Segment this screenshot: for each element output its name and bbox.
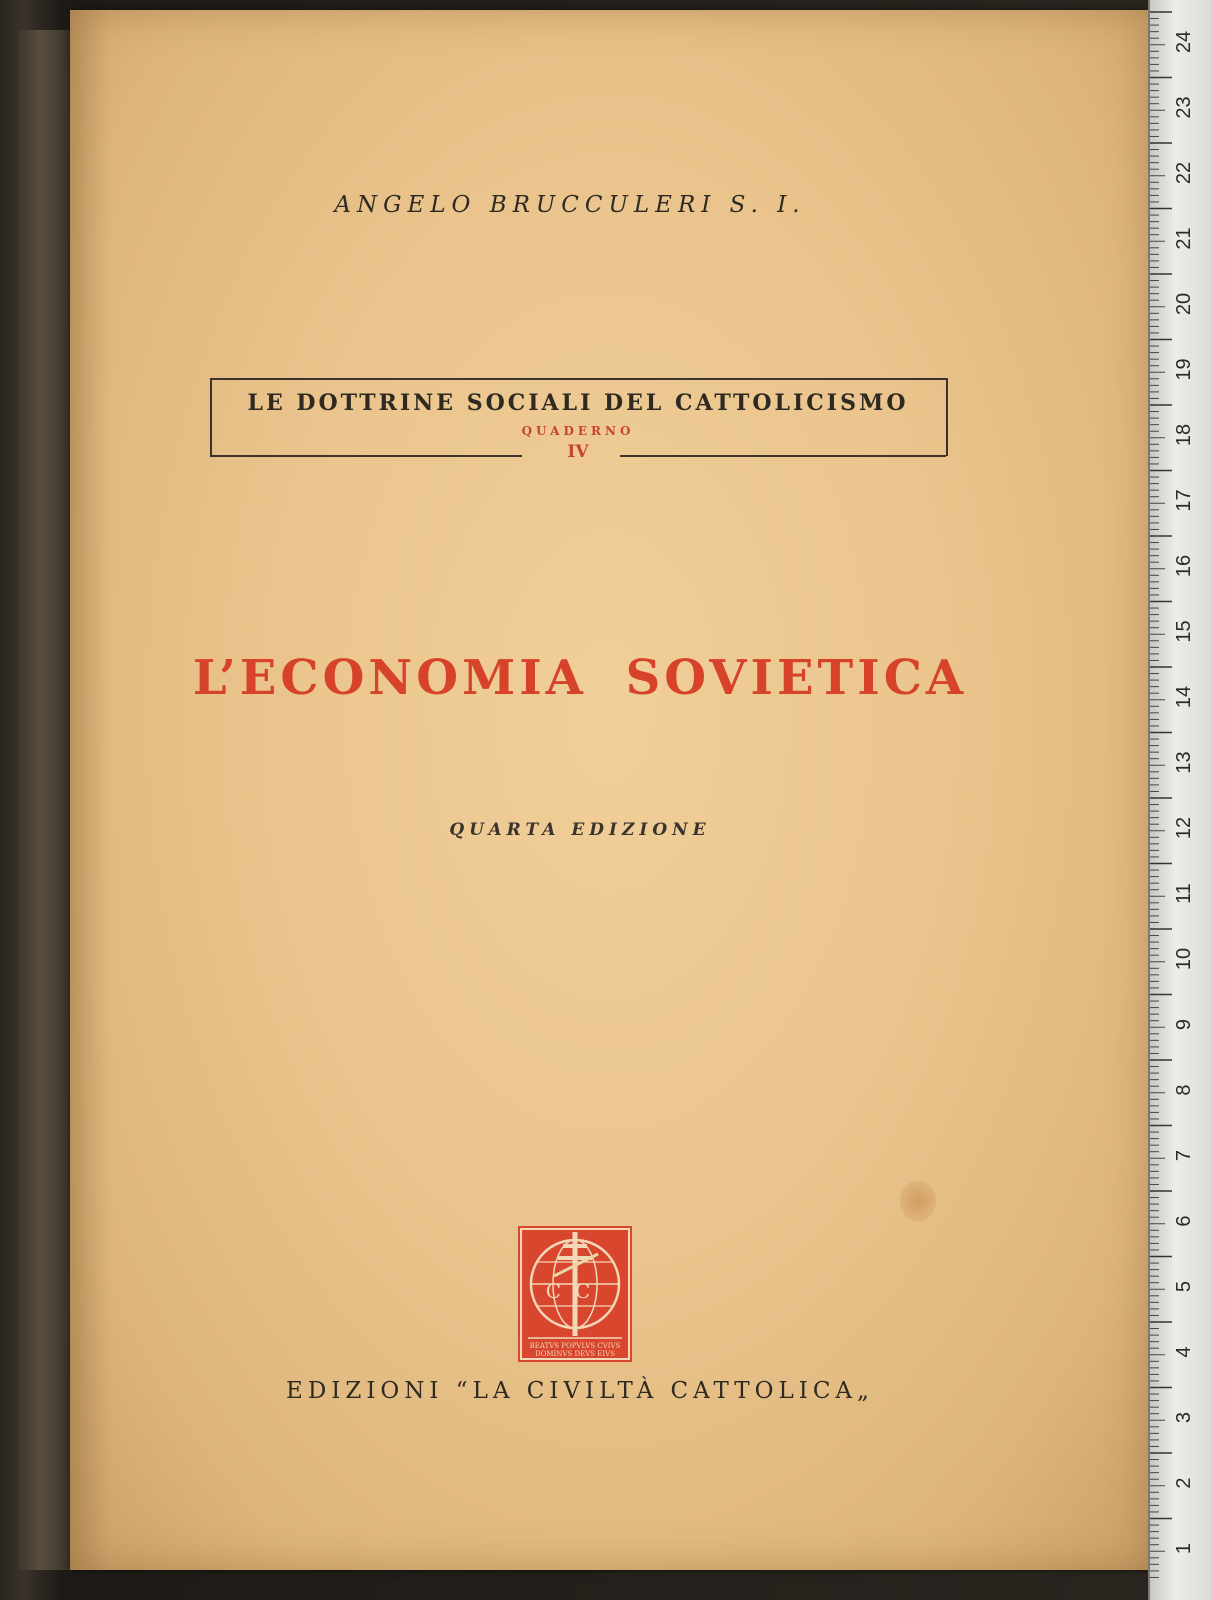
ruler-label: 13 (1173, 751, 1195, 774)
series-number: IV (567, 442, 589, 462)
edition-label: QUARTA EDIZIONE (449, 820, 711, 840)
ruler-label: 8 (1173, 1084, 1195, 1096)
ruler-label: 22 (1173, 161, 1195, 185)
series-title: LE DOTTRINE SOCIALI DEL CATTOLICISMO (247, 390, 909, 416)
ruler-label: 15 (1173, 620, 1195, 643)
logo-letters: CC (545, 1279, 605, 1303)
ruler-label: 20 (1173, 292, 1195, 316)
globe-cross-emblem-icon (518, 1226, 632, 1362)
ruler-label: 17 (1173, 489, 1195, 512)
logo-motto-line-2: DOMINVS DEVS EIVS (534, 1350, 616, 1358)
ruler-label: 11 (1173, 883, 1195, 904)
ruler-label: 10 (1173, 947, 1195, 971)
ruler-label: 5 (1173, 1280, 1195, 1293)
book-title: L’ECONOMIA SOVIETICA (192, 650, 968, 706)
ruler-label: 3 (1173, 1411, 1195, 1424)
ruler-label: 2 (1173, 1477, 1195, 1489)
ruler-label: 21 (1173, 227, 1195, 250)
ruler-label: 12 (1173, 816, 1195, 840)
publisher-logo (518, 1226, 632, 1362)
book-spine (18, 30, 76, 1570)
ruler-label: 18 (1173, 423, 1195, 447)
measuring-ruler (1148, 0, 1211, 1600)
ruler-label: 23 (1173, 96, 1195, 119)
ruler-label: 9 (1173, 1018, 1195, 1031)
ruler-label: 24 (1173, 30, 1195, 54)
series-subtitle: QUADERNO (521, 424, 635, 438)
ruler-label: 1 (1173, 1542, 1195, 1555)
ruler-scale (1150, 0, 1211, 1600)
paper-stain (900, 1180, 936, 1222)
ruler-label: 19 (1173, 358, 1195, 381)
ruler-label: 4 (1173, 1346, 1195, 1358)
logo-motto-line-1: BEATVS POPVLVS CVIVS (529, 1342, 621, 1350)
ruler-label: 16 (1173, 554, 1195, 578)
cover-edge-shadow (70, 10, 110, 1570)
ruler-label: 14 (1173, 685, 1195, 709)
ruler-label: 7 (1173, 1149, 1195, 1162)
publisher-name: EDIZIONI “LA CIVILTÀ CATTOLICA„ (286, 1378, 874, 1404)
ruler-label: 6 (1173, 1215, 1195, 1227)
author-name: ANGELO BRUCCULERI S. I. (334, 192, 806, 218)
